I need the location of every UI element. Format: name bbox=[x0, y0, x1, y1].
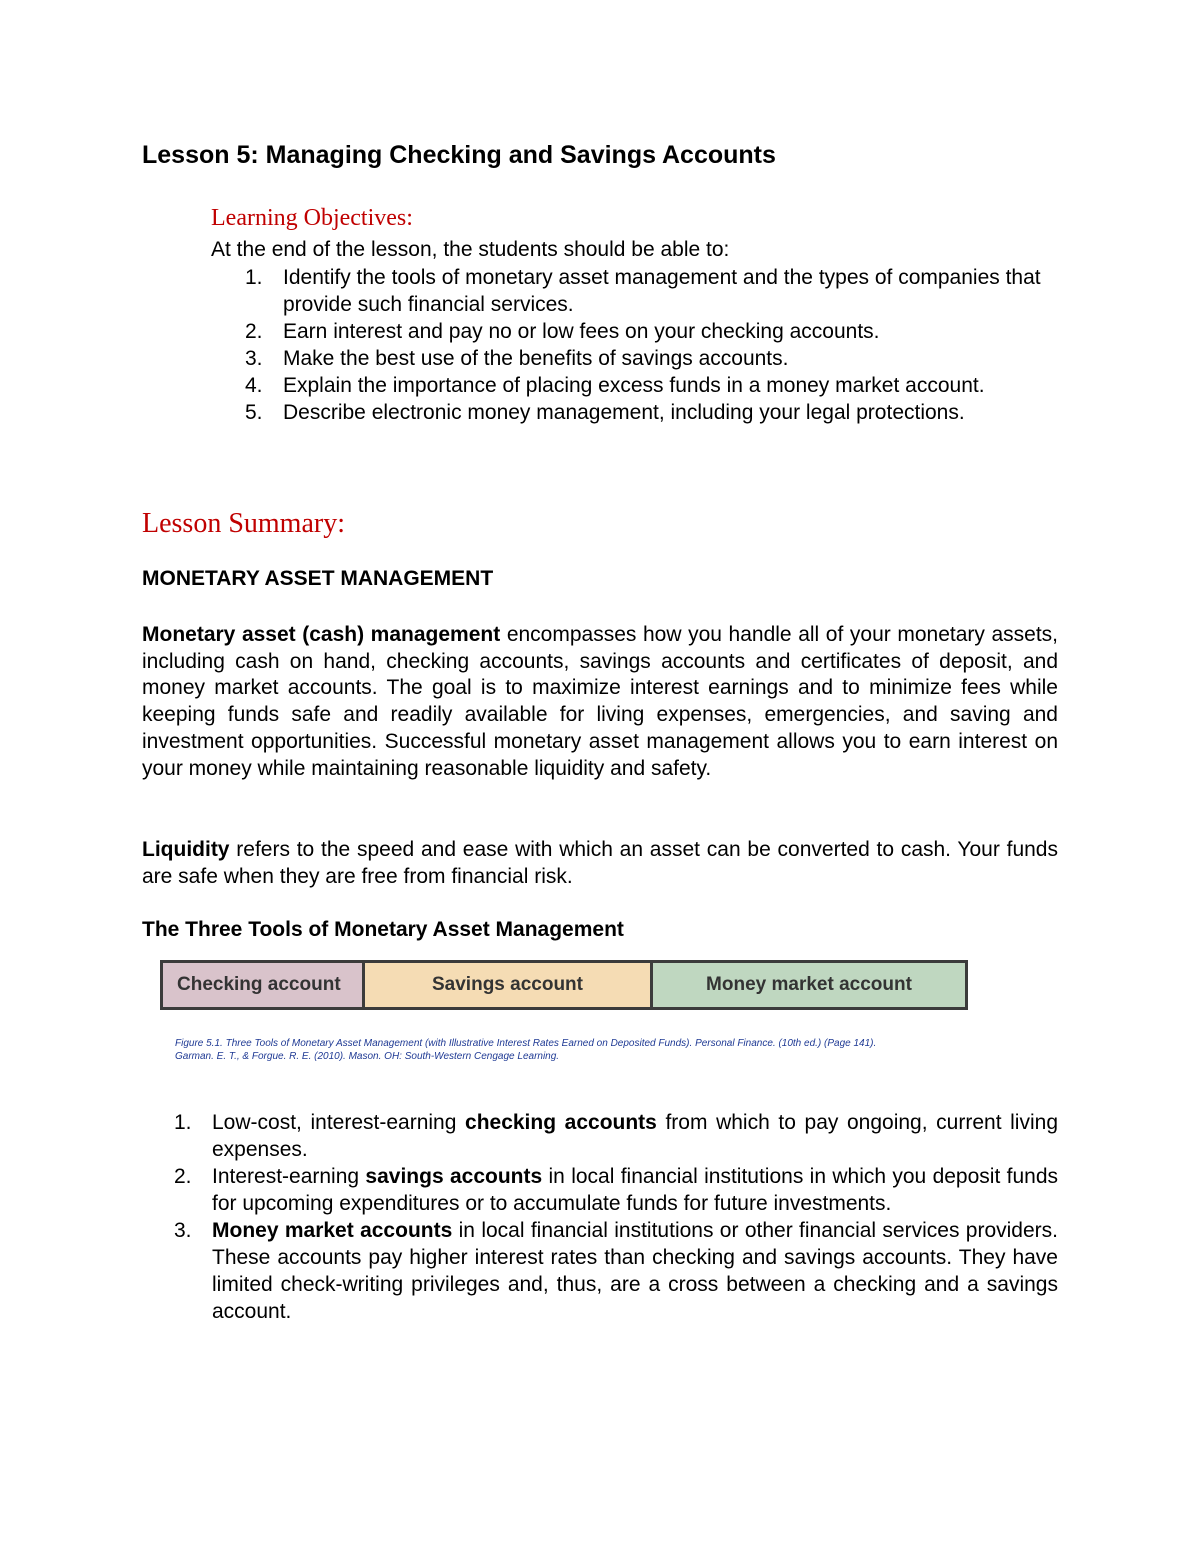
list-item-text: Describe electronic money management, including your legal protections. bbox=[283, 401, 965, 424]
section-heading: MONETARY ASSET MANAGEMENT bbox=[142, 567, 494, 590]
list-item-text: in local financial institutions or other financial services providers. These accounts pay higher interest rates than checking and savings accounts. They have limited check-writing privileges and, thus, are a cross between a checking and a savings account. bbox=[212, 1219, 1058, 1323]
list-item-text: Make the best use of the benefits of savings accounts. bbox=[283, 347, 789, 370]
list-item-text: in local financial institutions in which you deposit funds for upcoming expenditures or to accumulate funds for future investments. bbox=[212, 1165, 1059, 1215]
tools-list bbox=[142, 1109, 1058, 1325]
tools-figure-table bbox=[160, 960, 968, 1010]
list-item-text: Low-cost, interest-earning bbox=[212, 1111, 466, 1134]
tools-heading: The Three Tools of Monetary Asset Management bbox=[142, 918, 624, 941]
list-item bbox=[142, 1163, 1058, 1217]
list-item-number: 1. bbox=[174, 1111, 192, 1134]
list-item-text: Identify the tools of monetary asset management and the types of companies that provide such financial services. bbox=[283, 266, 1041, 316]
caption-line: Figure 5.1. Three Tools of Monetary Asset Management (with Illustrative Interest Rates Earned on Deposited Funds). Personal Finance. (10th ed.) (Page 141). bbox=[175, 1038, 877, 1049]
checking-account-cell: Checking account bbox=[163, 963, 365, 1010]
learning-objectives-list bbox=[211, 264, 1071, 426]
learning-objectives-heading: Learning Objectives: bbox=[211, 205, 413, 231]
list-item-number: 3. bbox=[174, 1219, 192, 1242]
list-item-text: Interest-earning bbox=[212, 1165, 366, 1188]
list-item bbox=[142, 1217, 1058, 1325]
list-item-number: 3. bbox=[245, 347, 263, 370]
list-item-number: 2. bbox=[245, 320, 263, 343]
list-item-number: 4. bbox=[245, 374, 263, 397]
monetary-asset-paragraph bbox=[142, 622, 1058, 782]
paragraph-text: encompasses how you handle all of your monetary assets, including cash on hand, checking accounts, savings accounts and certificates of deposit, and money market accounts. The goal is to maximize interest earnings and to minimize fees while keeping funds safe and readily available for living expenses, emergencies, and saving and investment opportunities. Successful monetary asset management allows you to earn interest on your money while maintaining reasonable liquidity and safety. bbox=[142, 623, 1058, 780]
bold-term: Monetary asset (cash) management bbox=[142, 623, 501, 646]
list-item-text: Explain the importance of placing excess funds in a money market account. bbox=[283, 374, 985, 397]
bold-term: savings accounts bbox=[365, 1165, 543, 1188]
figure-caption bbox=[175, 1037, 1035, 1063]
paragraph-text: refers to the speed and ease with which an asset can be converted to cash. Your funds are safe when they are free from financial risk. bbox=[142, 838, 1058, 888]
list-item bbox=[211, 318, 1071, 345]
list-item-text: from which to pay ongoing, current living expenses. bbox=[212, 1111, 1058, 1161]
list-item-number: 5. bbox=[245, 401, 263, 424]
money-market-account-cell: Money market account bbox=[653, 963, 965, 1010]
bold-term: Liquidity bbox=[142, 838, 230, 861]
list-item bbox=[211, 264, 1071, 318]
page-title: Lesson 5: Managing Checking and Savings Accounts bbox=[142, 141, 776, 169]
list-item bbox=[142, 1109, 1058, 1163]
bold-term: checking accounts bbox=[465, 1111, 657, 1134]
list-item bbox=[211, 372, 1071, 399]
liquidity-paragraph bbox=[142, 837, 1058, 890]
list-item-number: 1. bbox=[245, 266, 263, 289]
list-item bbox=[211, 399, 1071, 426]
bold-term: Money market accounts bbox=[212, 1219, 453, 1242]
list-item-number: 2. bbox=[174, 1165, 192, 1188]
lesson-summary-heading: Lesson Summary: bbox=[142, 508, 345, 539]
list-item-text: Earn interest and pay no or low fees on your checking accounts. bbox=[283, 320, 880, 343]
caption-line: Garman. E. T., & Forgue. R. E. (2010). Mason. OH: South-Western Cengage Learning. bbox=[175, 1051, 560, 1062]
learning-objectives-intro: At the end of the lesson, the students should be able to: bbox=[211, 238, 730, 261]
savings-account-cell: Savings account bbox=[365, 963, 653, 1010]
list-item bbox=[211, 345, 1071, 372]
